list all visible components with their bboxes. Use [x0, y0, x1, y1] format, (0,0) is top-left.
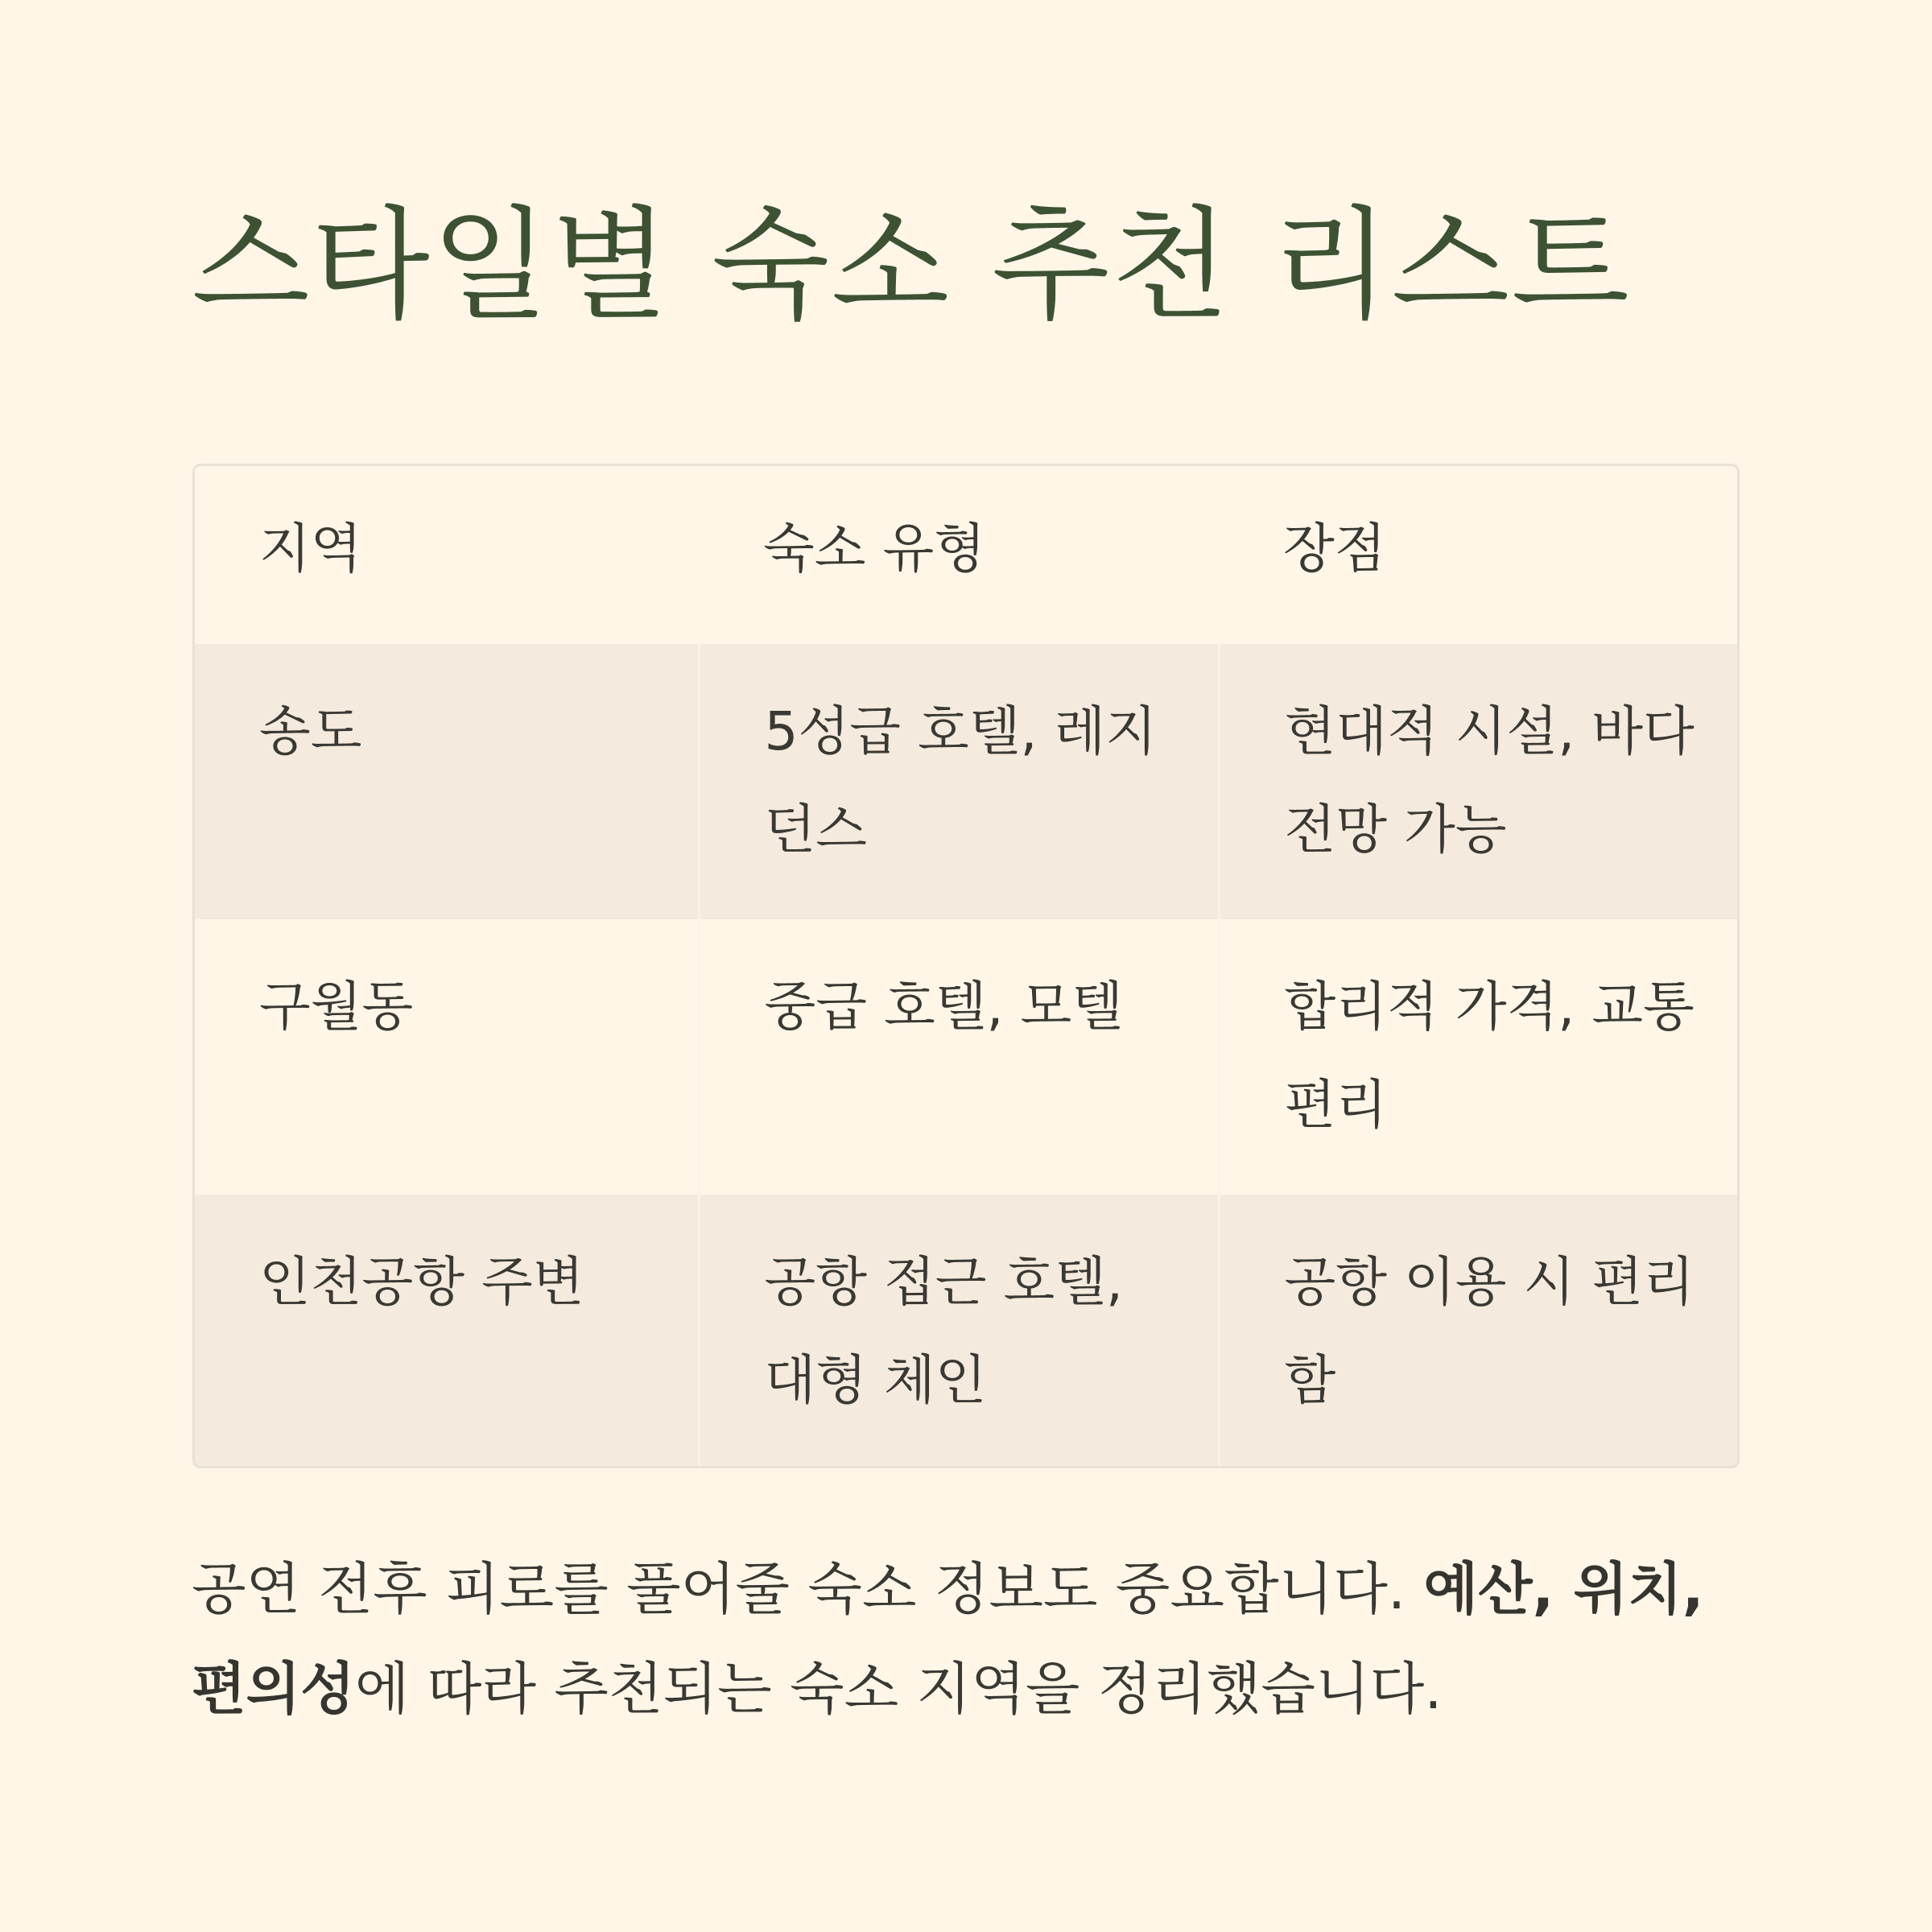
caption-text-before: 공연 전후 피로를 풀어줄 숙소 정보도 중요합니다.	[192, 1556, 1424, 1622]
cell-type: 5성급 호텔, 레지던스	[699, 644, 1219, 919]
page-title: 스타일별 숙소 추천 리스트	[192, 194, 1632, 336]
header-region: 지역	[259, 518, 362, 580]
accommodation-table	[192, 464, 1740, 1468]
cell-region: 구월동	[259, 976, 414, 1038]
table-row	[195, 644, 1737, 919]
caption-bold-2: 편의성	[192, 1656, 355, 1722]
table-header-row	[195, 466, 1737, 644]
cell-type: 공항 접근 호텔, 대형 체인	[699, 1195, 1219, 1468]
cell-advantage: 현대적 시설, 바다 전망 가능	[1219, 644, 1737, 919]
header-advantage: 장점	[1283, 518, 1386, 580]
cell-region: 인천공항 주변	[195, 1195, 699, 1468]
caption-paragraph	[192, 1539, 1769, 1739]
caption-bold-1: 예산, 위치,	[1423, 1556, 1704, 1622]
cell-type: 중급 호텔, 모텔	[699, 919, 1219, 1195]
table-row	[195, 919, 1737, 1195]
caption-text-after: 에 따라 추천되는 숙소 지역을 정리했습니다.	[354, 1656, 1443, 1722]
accommodation-table-grid	[195, 466, 1737, 1468]
cell-region: 송도	[195, 644, 699, 919]
cell-advantage: 합리적 가격, 교통 편리	[1219, 919, 1737, 1195]
header-type: 숙소 유형	[763, 518, 986, 580]
table-row	[195, 1195, 1737, 1468]
cell-advantage: 공항 이용 시 편리함	[1219, 1195, 1737, 1468]
